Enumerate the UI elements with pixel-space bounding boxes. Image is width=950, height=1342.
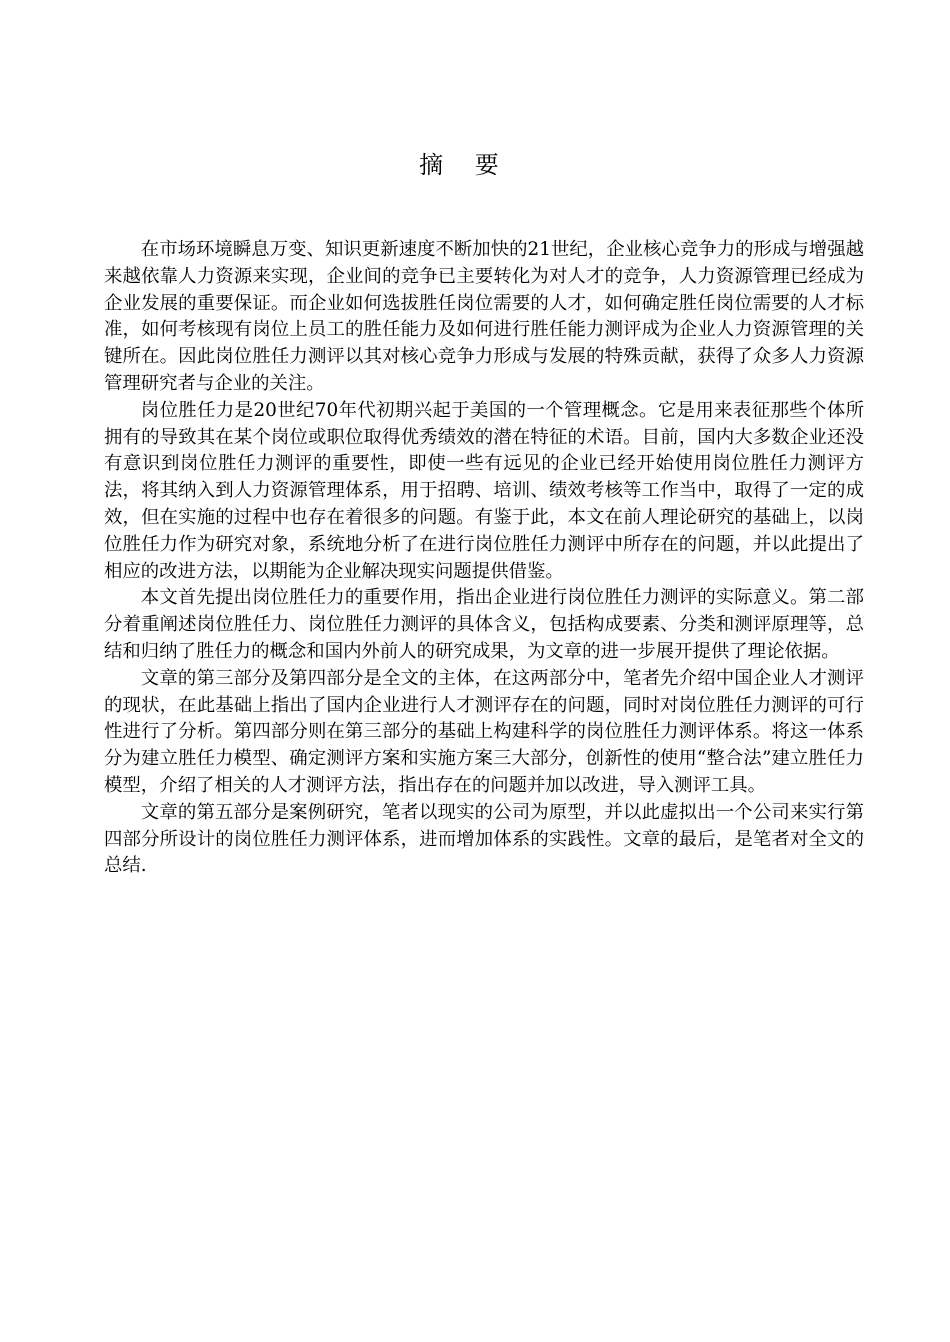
- abstract-title: 摘 要: [419, 151, 511, 179]
- abstract-paragraph-2: 岗位胜任力是20世纪70年代初期兴起于美国的一个管理概念。它是用来表征那些个体所拥有的导致其在某个岗位或职位取得优秀绩效的潜在特征的术语。目前，国内大多数企业还没有意识到岗位胜任力测评的重要性，即使一些有远见的企业已经开始使用岗位胜任力测评方法，将其纳入到人力资源管理体系，用于招聘、培训、绩效考核等工作当中，取得了一定的成效，但在实施的过程中也存在着很多的问题。有鉴于此，本文在前人理论研究的基础上，以岗位胜任力作为研究对象，系统地分析了在进行岗位胜任力测评中所存在的问题，并以此提出了相应的改进方法，以期能为企业解决现实问题提供借鉴。: [104, 399, 864, 582]
- abstract-paragraph-4: 文章的第三部分及第四部分是全文的主体，在这两部分中，笔者先介绍中国企业人才测评的现状，在此基础上指出了国内企业进行人才测评存在的问题，同时对岗位胜任力测评的可行性进行了分析。第四部分则在第三部分的基础上构建科学的岗位胜任力测评体系。将这一体系分为建立胜任力模型、确定测评方案和实施方案三大部分，创新性的使用“整合法”建立胜任力模型，介绍了相关的人才测评方法，指出存在的问题并加以改进，导入测评工具。: [104, 667, 864, 796]
- abstract-paragraph-1: 在市场环境瞬息万变、知识更新速度不断加快的21世纪，企业核心竞争力的形成与增强越来越依靠人力资源来实现，企业间的竞争已主要转化为对人才的竞争，人力资源管理已经成为企业发展的重要保证。而企业如何选拔胜任岗位需要的人才，如何确定胜任岗位需要的人才标准，如何考核现有岗位上员工的胜任能力及如何进行胜任能力测评成为企业人力资源管理的关键所在。因此岗位胜任力测评以其对核心竞争力形成与发展的特殊贡献，获得了众多人力资源管理研究者与企业的关注。: [104, 239, 864, 394]
- abstract-paragraph-3: 本文首先提出岗位胜任力的重要作用，指出企业进行岗位胜任力测评的实际意义。第二部分着重阐述岗位胜任力、岗位胜任力测评的具体含义，包括构成要素、分类和测评原理等，总结和归纳了胜任力的概念和国内外前人的研究成果，为文章的进一步展开提供了理论依据。: [104, 587, 864, 662]
- abstract-body: [104, 237, 864, 880]
- abstract-paragraph-5: 文章的第五部分是案例研究，笔者以现实的公司为原型，并以此虚拟出一个公司来实行第四部分所设计的岗位胜任力测评体系，进而增加体系的实践性。文章的最后，是笔者对全文的总结.: [104, 801, 864, 877]
